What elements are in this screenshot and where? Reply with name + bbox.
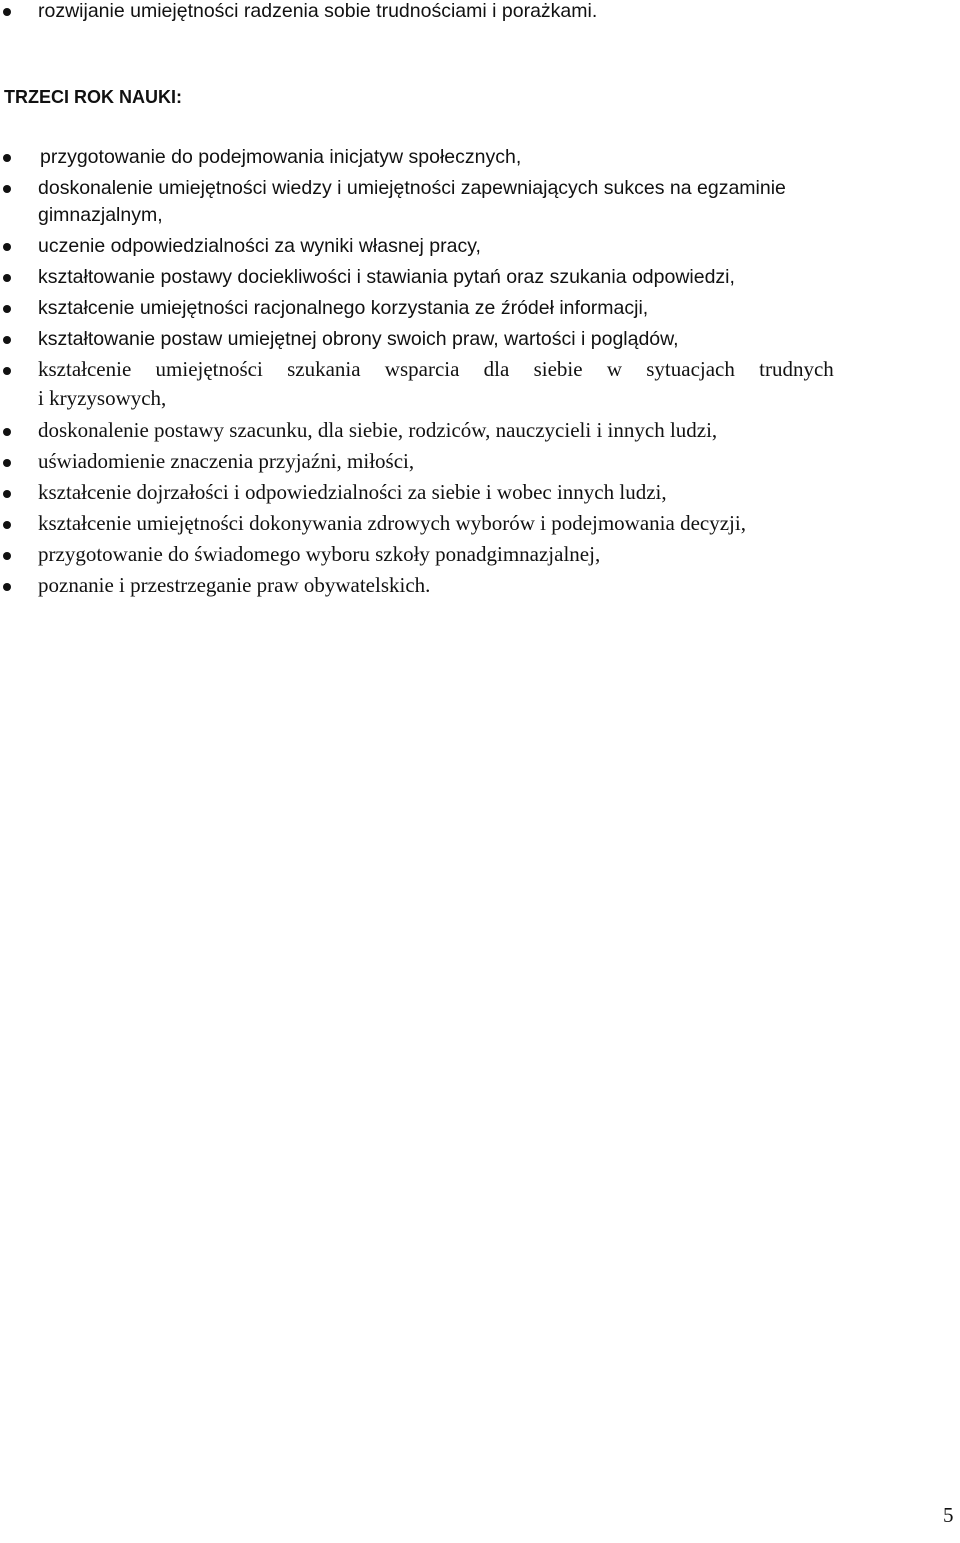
bullet-icon: [3, 8, 11, 16]
list-item-text: kształcenie umiejętności szukania wsparcia dla siebie w sytuacjach trudnych: [38, 357, 834, 381]
section-heading: TRZECI ROK NAUKI:: [4, 87, 182, 107]
bullet-icon: [3, 243, 11, 251]
list-item-text: przygotowanie do podejmowania inicjatyw społecznych,: [40, 146, 522, 168]
list-item-text: kształcenie umiejętności dokonywania zdrowych wyborów i podejmowania decyzji,: [38, 511, 746, 535]
bullet-icon: [3, 583, 11, 591]
page-number: 5: [943, 1503, 954, 1527]
list-item-text: uczenie odpowiedzialności za wyniki własnej pracy,: [38, 235, 481, 257]
list-item-text-continuation: i kryzysowych,: [38, 386, 167, 410]
list-item-text: kształcenie umiejętności racjonalnego korzystania ze źródeł informacji,: [38, 297, 649, 319]
bullet-icon: [3, 459, 11, 467]
list-item-text: doskonalenie postawy szacunku, dla siebie, rodziców, nauczycieli i innych ludzi,: [38, 418, 718, 442]
bullet-icon: [3, 336, 11, 344]
bullet-icon: [3, 274, 11, 282]
list-item-text-continuation: gimnazjalnym,: [38, 204, 163, 226]
list-item-text: rozwijanie umiejętności radzenia sobie trudnościami i porażkami.: [38, 0, 598, 22]
bullet-icon: [3, 185, 11, 193]
bullet-icon: [3, 521, 11, 529]
list-item-text: doskonalenie umiejętności wiedzy i umiejętności zapewniających sukces na egzaminie: [38, 177, 786, 199]
bullet-icon: [3, 428, 11, 436]
list-item-text: kształcenie dojrzałości i odpowiedzialności za siebie i wobec innych ludzi,: [38, 480, 667, 504]
bullet-icon: [3, 490, 11, 498]
bullet-icon: [3, 552, 11, 560]
list-item-text: poznanie i przestrzeganie praw obywatelskich.: [38, 573, 431, 597]
bullet-icon: [3, 154, 11, 162]
list-item-text: przygotowanie do świadomego wyboru szkoły ponadgimnazjalnej,: [38, 542, 601, 566]
bullet-icon: [3, 367, 11, 375]
list-item-text: kształtowanie postawy dociekliwości i stawiania pytań oraz szukania odpowiedzi,: [38, 266, 735, 288]
bullet-icon: [3, 305, 11, 313]
list-item-text: uświadomienie znaczenia przyjaźni, miłości,: [38, 449, 415, 473]
list-item-text: kształtowanie postaw umiejętnej obrony swoich praw, wartości i poglądów,: [38, 328, 679, 350]
